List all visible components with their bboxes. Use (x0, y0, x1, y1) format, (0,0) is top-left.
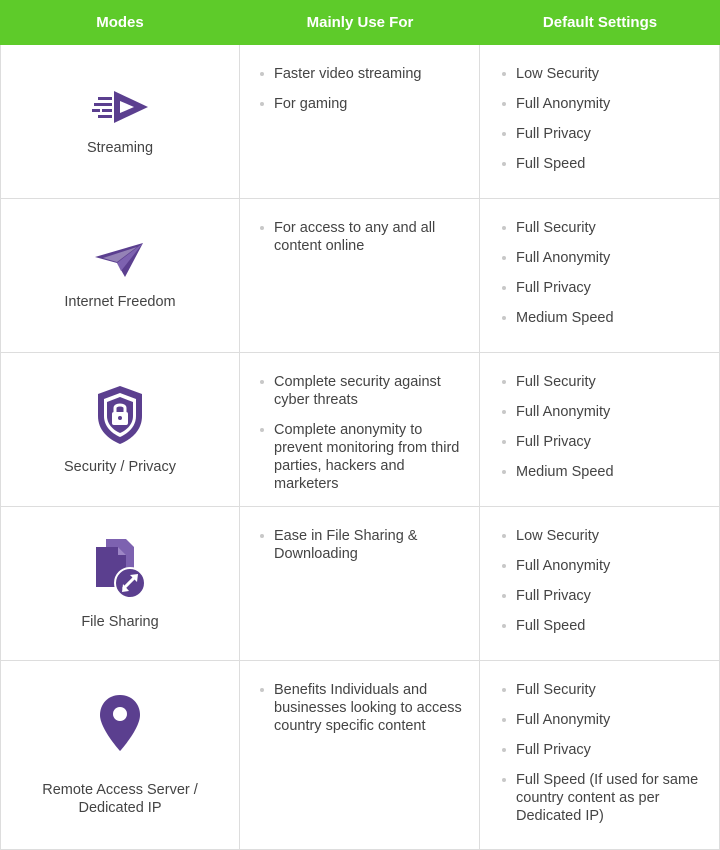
use-cell (240, 45, 480, 198)
list-item: Full Anonymity (516, 557, 709, 575)
list-item: Full Privacy (516, 279, 709, 297)
table-row-remote-access (0, 661, 720, 850)
paper-plane-icon (93, 241, 147, 281)
list-item: Medium Speed (516, 463, 709, 481)
defaults-cell (480, 661, 720, 849)
header-mainly-use-for: Mainly Use For (306, 14, 414, 31)
list-item: Low Security (516, 527, 709, 545)
mode-cell (0, 199, 240, 352)
map-pin-icon (98, 693, 142, 753)
list-item: Full Speed (If used for same country content as per Dedicated IP) (516, 771, 709, 825)
table-row-security-privacy (0, 353, 720, 507)
list-item: Full Anonymity (516, 249, 709, 267)
list-item: Benefits Individuals and businesses looking to access country specific content (274, 681, 469, 735)
mode-cell (0, 45, 240, 198)
list-item: Ease in File Sharing & Downloading (274, 527, 469, 563)
list-item: Full Speed (516, 155, 709, 173)
mode-cell (0, 661, 240, 849)
table-row-streaming (0, 45, 720, 199)
mode-label: Streaming (86, 139, 154, 156)
use-cell (240, 661, 480, 849)
use-cell (240, 507, 480, 660)
list-item: Full Privacy (516, 125, 709, 143)
table-row-file-sharing (0, 507, 720, 661)
defaults-cell (480, 45, 720, 198)
mode-label: Remote Access Server / Dedicated IP (42, 782, 198, 816)
list-item: Complete security against cyber threats (274, 373, 469, 409)
list-item: Full Privacy (516, 587, 709, 605)
list-item: Full Security (516, 373, 709, 391)
shield-lock-icon (96, 384, 144, 446)
defaults-cell (480, 353, 720, 506)
file-sharing-icon (92, 537, 148, 601)
list-item: Full Speed (516, 617, 709, 635)
list-item: Full Security (516, 681, 709, 699)
list-item: Full Anonymity (516, 711, 709, 729)
list-item: Full Security (516, 219, 709, 237)
table-row-internet-freedom (0, 199, 720, 353)
mode-cell (0, 507, 240, 660)
list-item: Full Anonymity (516, 95, 709, 113)
list-item: Medium Speed (516, 309, 709, 327)
defaults-cell (480, 507, 720, 660)
header-modes: Modes (96, 14, 144, 31)
use-cell (240, 353, 480, 506)
list-item: Full Privacy (516, 741, 709, 759)
use-cell (240, 199, 480, 352)
list-item: Full Anonymity (516, 403, 709, 421)
list-item: Complete anonymity to prevent monitoring from third parties, hackers and marketers (274, 421, 469, 493)
mode-label: Security / Privacy (64, 458, 176, 475)
list-item: For gaming (274, 95, 469, 113)
mode-label: File Sharing (81, 613, 159, 630)
list-item: Full Privacy (516, 433, 709, 451)
mode-cell (0, 353, 240, 506)
list-item: Faster video streaming (274, 65, 469, 83)
header-default-settings: Default Settings (542, 14, 658, 31)
mode-label: Internet Freedom (64, 293, 176, 310)
list-item: For access to any and all content online (274, 219, 469, 255)
table-header (0, 0, 720, 45)
streaming-play-icon (90, 87, 150, 127)
list-item: Low Security (516, 65, 709, 83)
defaults-cell (480, 199, 720, 352)
